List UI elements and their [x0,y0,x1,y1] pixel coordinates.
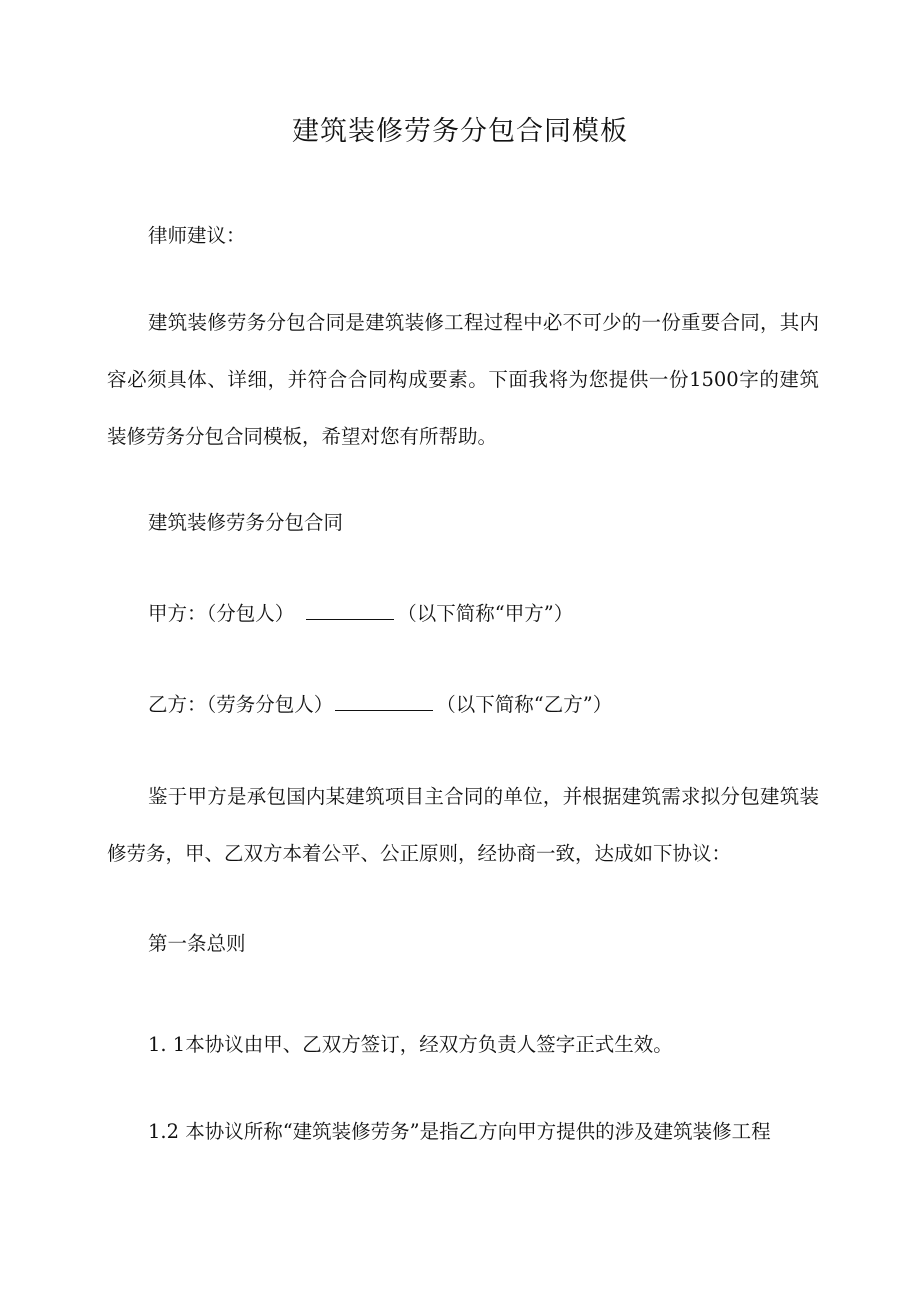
party-b-blank [335,694,433,711]
clause-1-2: 1.2 本协议所称“建筑装修劳务”是指乙方向甲方提供的涉及建筑装修工程 [148,1120,771,1143]
lawyer-advice-label: 律师建议： [148,224,246,247]
party-a-line [107,585,819,642]
article-1-heading: 第一条总则 [148,932,246,955]
party-a-label: 甲方：（分包人） [148,602,295,625]
document-title: 建筑装修劳务分包合同模板 [292,116,628,147]
clause-1-1: 1. 1本协议由甲、乙双方签订，经双方负责人签字正式生效。 [148,1033,673,1056]
party-b-line [107,676,819,733]
intro-paragraph: 建筑装修劳务分包合同是建筑装修工程过程中必不可少的一份重要合同，其内容必须具体、详细，并符合合同构成要素。下面我将为您提供一份1500字的建筑装修劳务分包合同模板，希望对您有所帮助。 [107,311,819,448]
preamble-paragraph: 鉴于甲方是承包国内某建筑项目主合同的单位，并根据建筑需求拟分包建筑装修劳务，甲、乙双方本着公平、公正原则，经协商一致，达成如下协议： [107,785,819,865]
party-b-label: 乙方：（劳务分包人） [148,693,334,716]
contract-heading: 建筑装修劳务分包合同 [148,511,344,534]
party-b-suffix: （以下简称“乙方”） [436,693,613,716]
party-a-suffix: （以下简称“甲方”） [397,602,574,625]
party-a-blank [306,603,394,620]
